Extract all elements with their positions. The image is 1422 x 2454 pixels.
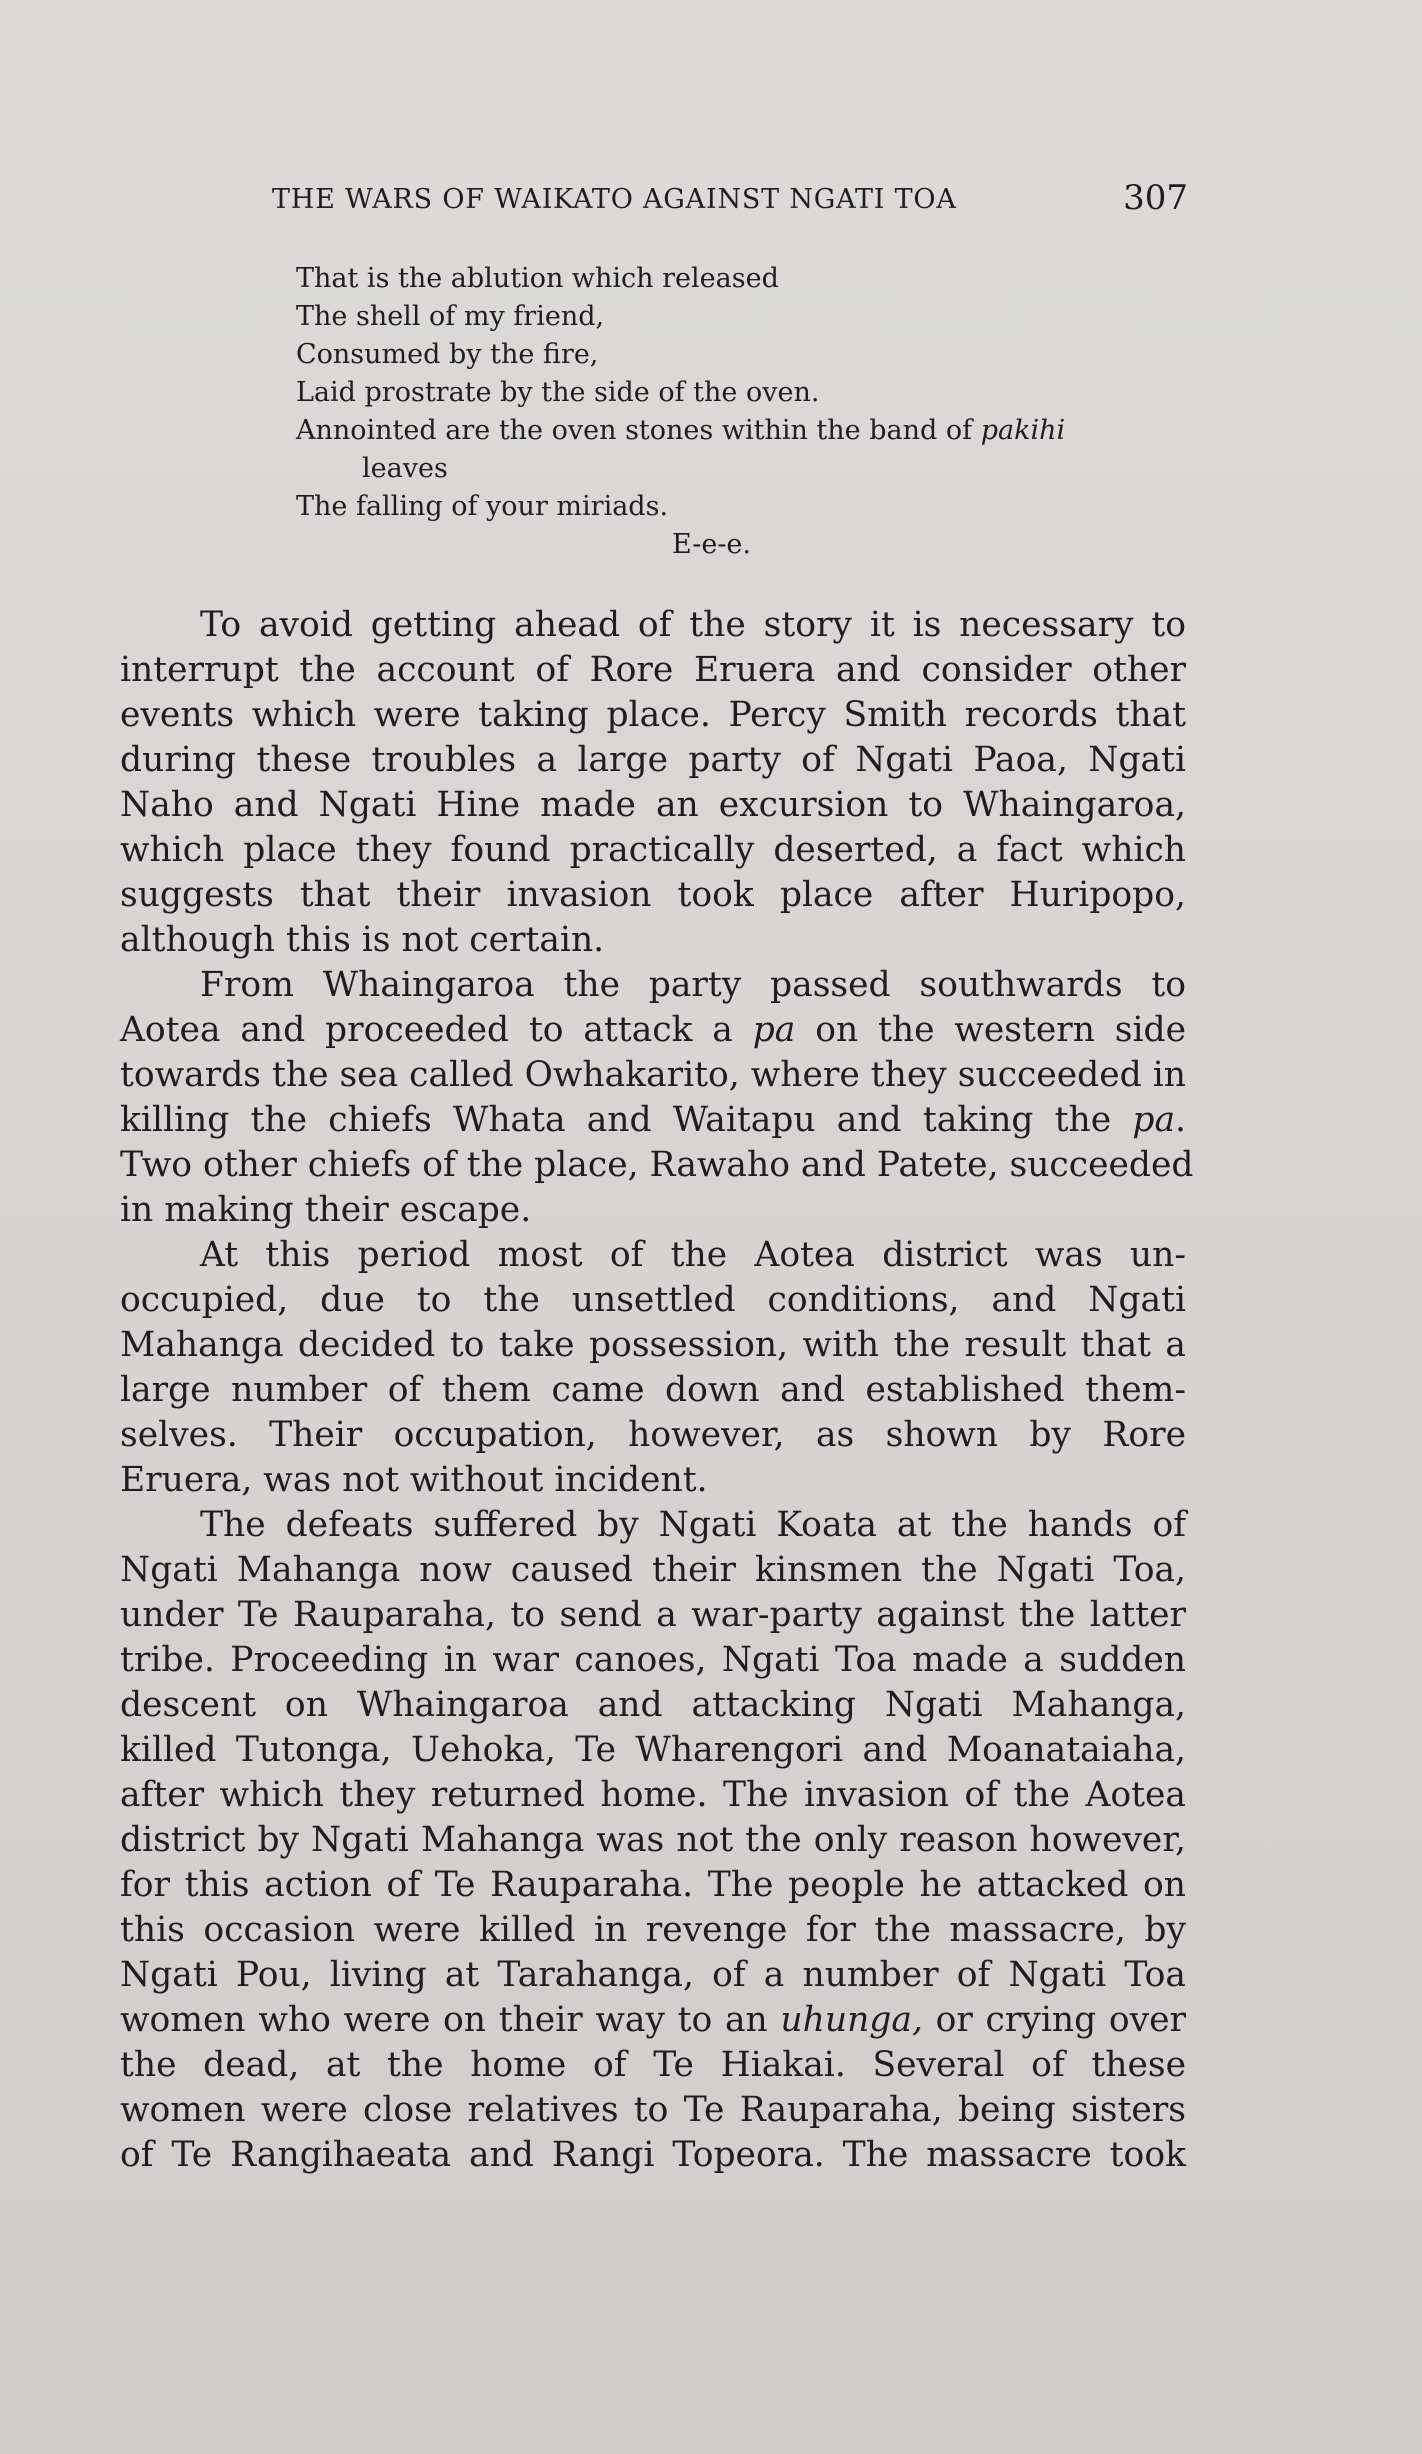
poem-block — [296, 260, 1196, 564]
text-fragment: on the western side — [815, 1010, 1187, 1050]
poem-line: E-e-e. — [672, 529, 751, 560]
poem-italic-word: pakihi — [980, 415, 1066, 446]
poem-text: Annointed are the oven stones within the band of — [296, 415, 973, 446]
italic-word: uhunga, — [780, 2000, 923, 2040]
text-line: killed Tutonga, Uehoka, Te Wharengori and Moanataiaha, — [120, 1730, 1186, 1770]
text-line: after which they returned home. The invasion of the Aotea — [120, 1775, 1186, 1815]
text-line: Ngati Mahanga now caused their kinsmen the Ngati Toa, — [120, 1550, 1186, 1590]
text-line: tribe. Proceeding in war canoes, Ngati Toa made a sudden — [120, 1640, 1186, 1680]
text-line: in making their escape. — [120, 1190, 532, 1230]
poem-line: Consumed by the fire, — [296, 339, 599, 370]
text-line: the dead, at the home of Te Hiakai. Several of these — [120, 2045, 1186, 2085]
poem-line — [296, 412, 1196, 450]
text-fragment: killing the chiefs Whata and Waitapu and taking the — [120, 1100, 1112, 1140]
text-line: To avoid getting ahead of the story it is necessary to — [200, 605, 1186, 645]
poem-line: leaves — [362, 453, 448, 484]
text-fragment: . — [1175, 1100, 1186, 1140]
text-line: large number of them came down and established them- — [120, 1370, 1186, 1410]
poem-line: That is the ablution which released — [296, 263, 779, 294]
italic-word: pa — [1132, 1100, 1176, 1140]
poem-line: The shell of my friend, — [296, 301, 605, 332]
text-line: occupied, due to the unsettled conditions, and Ngati — [120, 1280, 1186, 1320]
text-line: Ngati Pou, living at Tarahanga, of a number of Ngati Toa — [120, 1955, 1186, 1995]
page-header — [120, 178, 1188, 222]
text-line: events which were taking place. Percy Smith records that — [120, 695, 1186, 735]
text-line: for this action of Te Rauparaha. The people he attacked on — [120, 1865, 1186, 1905]
text-line — [120, 1098, 1186, 1143]
text-line: this occasion were killed in revenge for the massacre, by — [120, 1910, 1186, 1950]
poem-line: Laid prostrate by the side of the oven. — [296, 377, 820, 408]
page-number: 307 — [1123, 178, 1188, 218]
text-line: Eruera, was not without incident. — [120, 1460, 708, 1500]
text-line: selves. Their occupation, however, as shown by Rore — [120, 1415, 1186, 1455]
text-line: Mahanga decided to take possession, with the result that a — [120, 1325, 1186, 1365]
text-line: From Whaingaroa the party passed southwards to — [200, 965, 1186, 1005]
text-line: during these troubles a large party of Ngati Paoa, Ngati — [120, 740, 1186, 780]
text-line: suggests that their invasion took place after Huripopo, — [120, 875, 1186, 915]
text-line: although this is not certain. — [120, 920, 605, 960]
text-line: which place they found practically deserted, a fact which — [120, 830, 1186, 870]
text-line: towards the sea called Owhakarito, where they succeeded in — [120, 1055, 1186, 1095]
text-line: Two other chiefs of the place, Rawaho and Patete, succeeded — [120, 1145, 1194, 1185]
text-line: The defeats suffered by Ngati Koata at the hands of — [200, 1505, 1186, 1545]
text-line: women were close relatives to Te Rauparaha, being sisters — [120, 2090, 1186, 2130]
text-line — [120, 1998, 1186, 2043]
running-head: THE WARS OF WAIKATO AGAINST NGATI TOA — [272, 184, 957, 215]
text-fragment: women who were on their way to an — [120, 2000, 768, 2040]
poem-line: The falling of your miriads. — [296, 491, 669, 522]
text-line: interrupt the account of Rore Eruera and consider other — [120, 650, 1186, 690]
body-text — [120, 603, 1194, 2178]
text-line: of Te Rangihaeata and Rangi Topeora. The massacre took — [120, 2135, 1186, 2175]
text-line: descent on Whaingaroa and attacking Ngati Mahanga, — [120, 1685, 1186, 1725]
text-fragment: or crying over — [935, 2000, 1187, 2040]
italic-word: pa — [752, 1010, 796, 1050]
text-fragment: Aotea and proceeded to attack a — [120, 1010, 733, 1050]
text-line: under Te Rauparaha, to send a war-party against the latter — [120, 1595, 1186, 1635]
text-line: At this period most of the Aotea district was un- — [200, 1235, 1186, 1275]
text-line: district by Ngati Mahanga was not the only reason however, — [120, 1820, 1186, 1860]
text-line: Naho and Ngati Hine made an excursion to Whaingaroa, — [120, 785, 1186, 825]
text-line — [120, 1008, 1186, 1053]
